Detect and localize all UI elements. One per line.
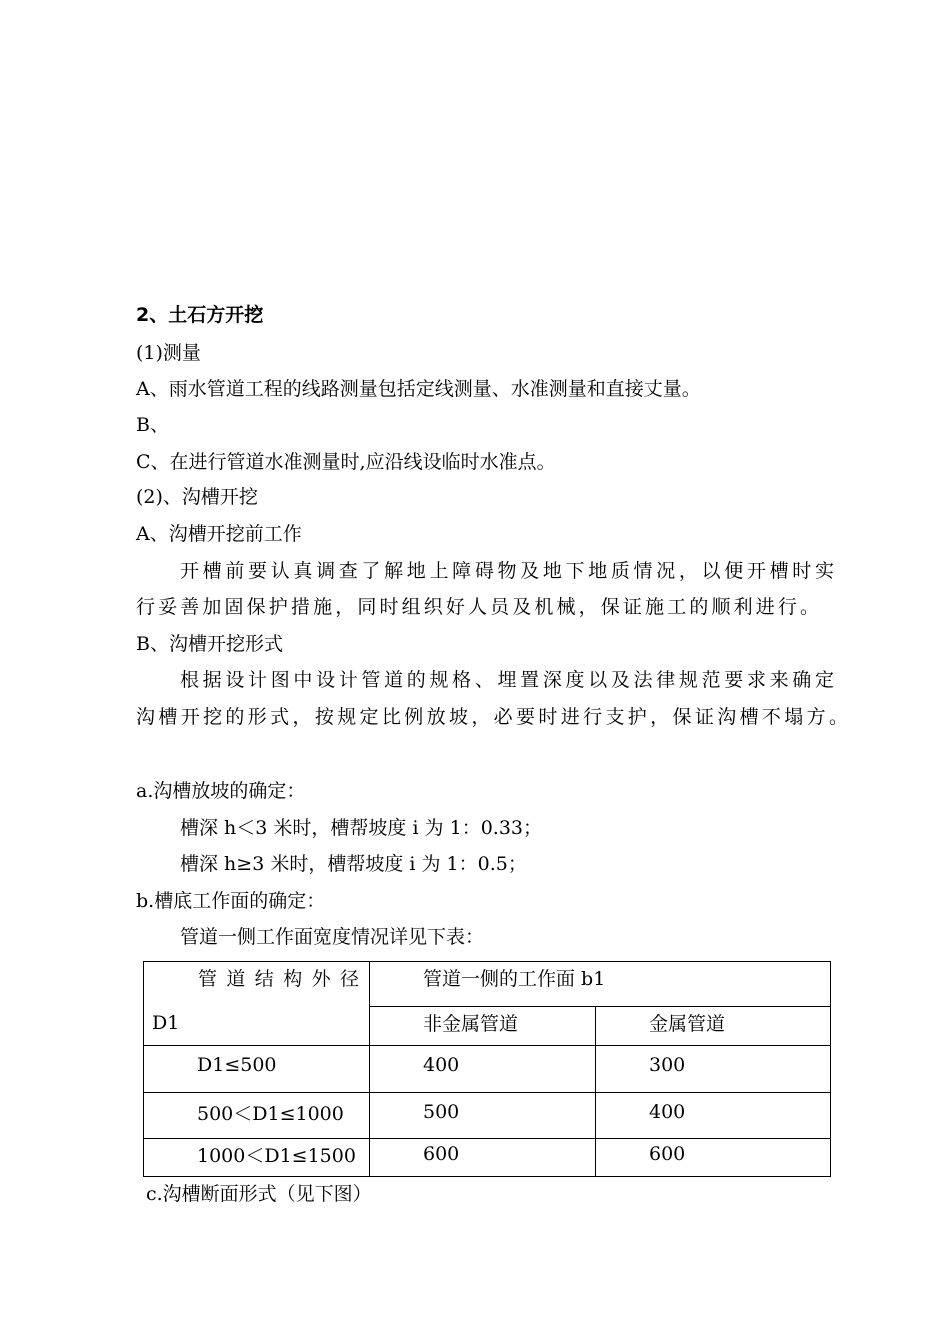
cell-nonmetal: 400 — [370, 1046, 596, 1093]
paragraph-pre-work-line1: 开槽前要认真调查了解地上障碍物及地下地质情况，以便开槽时实 — [180, 560, 834, 582]
header-outer-diameter — [144, 962, 370, 1046]
paragraph-form-line2: 沟槽开挖的形式，按规定比例放坡，必要时进行支护，保证沟槽不塌方。 — [136, 706, 848, 728]
cell-nonmetal: 600 — [370, 1139, 596, 1177]
section-title: 2、土石方开挖 — [136, 304, 264, 326]
work-face-heading: b.槽底工作面的确定： — [136, 890, 326, 912]
paragraph-b-trench: B、沟槽开挖形式 — [136, 633, 283, 655]
paragraph-form-line1: 根据设计图中设计管道的规格、埋置深度以及法律规范要求来确定 — [180, 669, 834, 691]
header-outer-diameter-symbol: D1 — [152, 1012, 180, 1034]
cell-diameter: 1000＜D1≤1500 — [144, 1139, 370, 1177]
header-outer-diameter-label: 管道结构外径 — [198, 968, 361, 990]
paragraph-a-survey: A、雨水管道工程的线路测量包括定线测量、水准测量和直接丈量。 — [136, 378, 701, 400]
cell-metal: 300 — [596, 1046, 831, 1093]
work-face-table — [143, 961, 831, 1177]
table-row — [144, 1046, 831, 1093]
cell-metal: 400 — [596, 1093, 831, 1139]
slope-rule-shallow: 槽深 h＜3 米时，槽帮坡度 i 为 1：0.33； — [180, 817, 542, 839]
header-metal: 金属管道 — [596, 1007, 831, 1046]
slope-rule-deep: 槽深 h≥3 米时，槽帮坡度 i 为 1：0.5； — [180, 853, 527, 875]
table-row — [144, 1139, 831, 1177]
subsection-survey: (1)测量 — [136, 342, 201, 364]
cell-nonmetal: 500 — [370, 1093, 596, 1139]
paragraph-b-survey: B、 — [136, 414, 169, 436]
cell-diameter: 500＜D1≤1000 — [144, 1093, 370, 1139]
cell-metal: 600 — [596, 1139, 831, 1177]
header-nonmetal: 非金属管道 — [370, 1007, 596, 1046]
paragraph-c-survey: C、在进行管道水准测量时,应沿线设临时水准点。 — [136, 451, 556, 473]
section-form-heading: c.沟槽断面形式（见下图） — [146, 1183, 372, 1205]
paragraph-pre-work-line2: 行妥善加固保护措施，同时组织好人员及机械，保证施工的顺利进行。 — [136, 596, 819, 618]
subsection-trench: (2)、沟槽开挖 — [136, 486, 258, 508]
header-work-face: 管道一侧的工作面 b1 — [370, 962, 831, 1007]
table-row — [144, 1093, 831, 1139]
slope-heading: a.沟槽放坡的确定： — [136, 780, 306, 802]
cell-diameter: D1≤500 — [144, 1046, 370, 1093]
paragraph-a-trench: A、沟槽开挖前工作 — [136, 523, 302, 545]
table-intro: 管道一侧工作面宽度情况详见下表： — [180, 926, 485, 948]
